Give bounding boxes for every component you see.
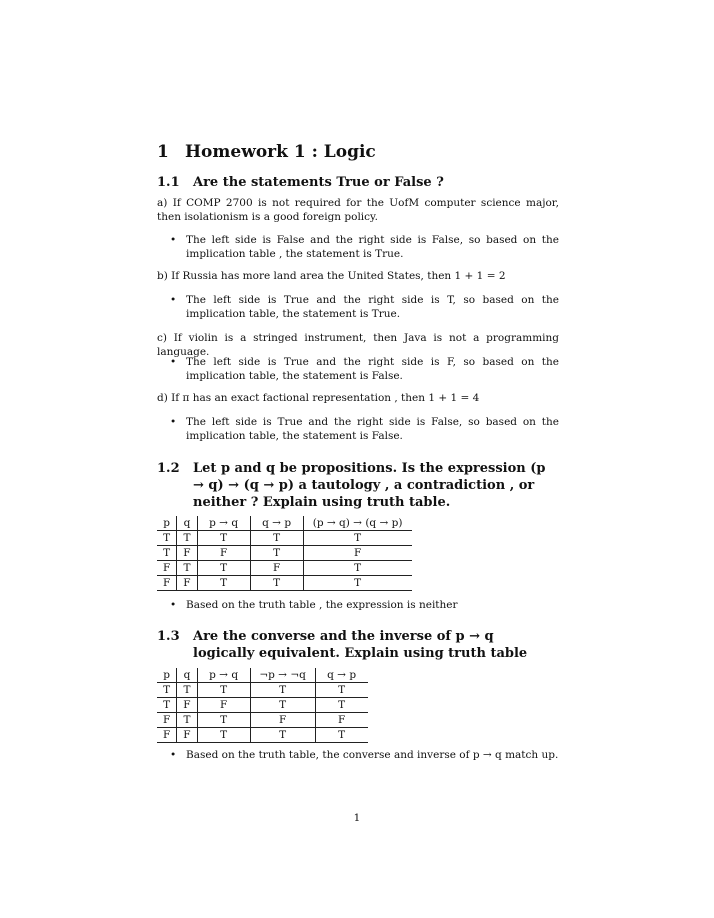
table-header-cell: q → p: [250, 516, 303, 531]
answer-1-2: • Based on the truth table , the expression is neither: [170, 599, 458, 611]
table-row: T F F T F: [157, 546, 412, 561]
subsection-heading-1-3: [157, 628, 559, 662]
bullet-icon: •: [170, 356, 177, 368]
subsection-title: Let p and q be propositions. Is the expression (p → q) → (q → p) a tautology , a contradiction , or neither ? Explain using truth table.: [193, 461, 546, 510]
page-number: 1: [353, 812, 361, 824]
section-heading: [157, 142, 376, 162]
answer-c: • The left side is True and the right side is F, so based on the implication table, the statement is False.: [170, 356, 559, 382]
bullet-icon: •: [170, 234, 177, 246]
subsection-title: Are the statements True or False ?: [193, 175, 444, 190]
truth-table-2: [157, 668, 368, 743]
table-header-cell: q: [177, 516, 197, 531]
bullet-icon: •: [170, 749, 177, 761]
subsection-heading-1-2: [157, 460, 559, 511]
table-row: F F T T T: [157, 728, 368, 743]
table-header-cell: q → p: [315, 668, 368, 683]
answer-1-3: • Based on the truth table, the converse and inverse of p → q match up.: [170, 749, 559, 761]
answer-d: • The left side is True and the right side is False, so based on the implication table, the statement is False.: [170, 416, 559, 442]
section-title: Homework 1 : Logic: [185, 142, 376, 162]
statement-c: c) If violin is a stringed instrument, then Java is not a programming language.: [157, 332, 559, 358]
answer-b: • The left side is True and the right side is T, so based on the implication table, the statement is True.: [170, 294, 559, 320]
subsection-heading-1-1: [157, 174, 444, 191]
table-row: F F T T T: [157, 576, 412, 591]
bullet-icon: •: [170, 599, 177, 611]
table-row: T F F T T: [157, 698, 368, 713]
table-header-cell: q: [177, 668, 197, 683]
table-header-cell: ¬p → ¬q: [250, 668, 315, 683]
table-header-cell: p → q: [197, 668, 250, 683]
table-header-row: [157, 516, 412, 531]
subsection-number: 1.1: [157, 175, 180, 190]
bullet-icon: •: [170, 416, 177, 428]
table-row: T T T T T: [157, 683, 368, 698]
statement-b: b) If Russia has more land area the United States, then 1 + 1 = 2: [157, 270, 506, 282]
table-row: F T T F T: [157, 561, 412, 576]
subsection-number: 1.3: [157, 629, 180, 644]
subsection-number: 1.2: [157, 461, 180, 476]
answer-a: • The left side is False and the right side is False, so based on the implication table , the statement is True.: [170, 234, 559, 260]
table-header-cell: p → q: [197, 516, 250, 531]
table-header-cell: (p → q) → (q → p): [303, 516, 412, 531]
statement-a: a) If COMP 2700 is not required for the UofM computer science major, then isolationism is a good foreign policy.: [157, 197, 559, 223]
table-row: F T T F F: [157, 713, 368, 728]
subsection-title: Are the converse and the inverse of p → q logically equivalent. Explain using truth table: [193, 629, 528, 661]
bullet-icon: •: [170, 294, 177, 306]
truth-table-1: [157, 516, 412, 591]
table-header-row: [157, 668, 368, 683]
statement-d: d) If π has an exact factional representation , then 1 + 1 = 4: [157, 392, 480, 404]
table-header-cell: p: [157, 668, 177, 683]
table-row: T T T T T: [157, 531, 412, 546]
section-number: 1: [157, 142, 169, 162]
table-header-cell: p: [157, 516, 177, 531]
